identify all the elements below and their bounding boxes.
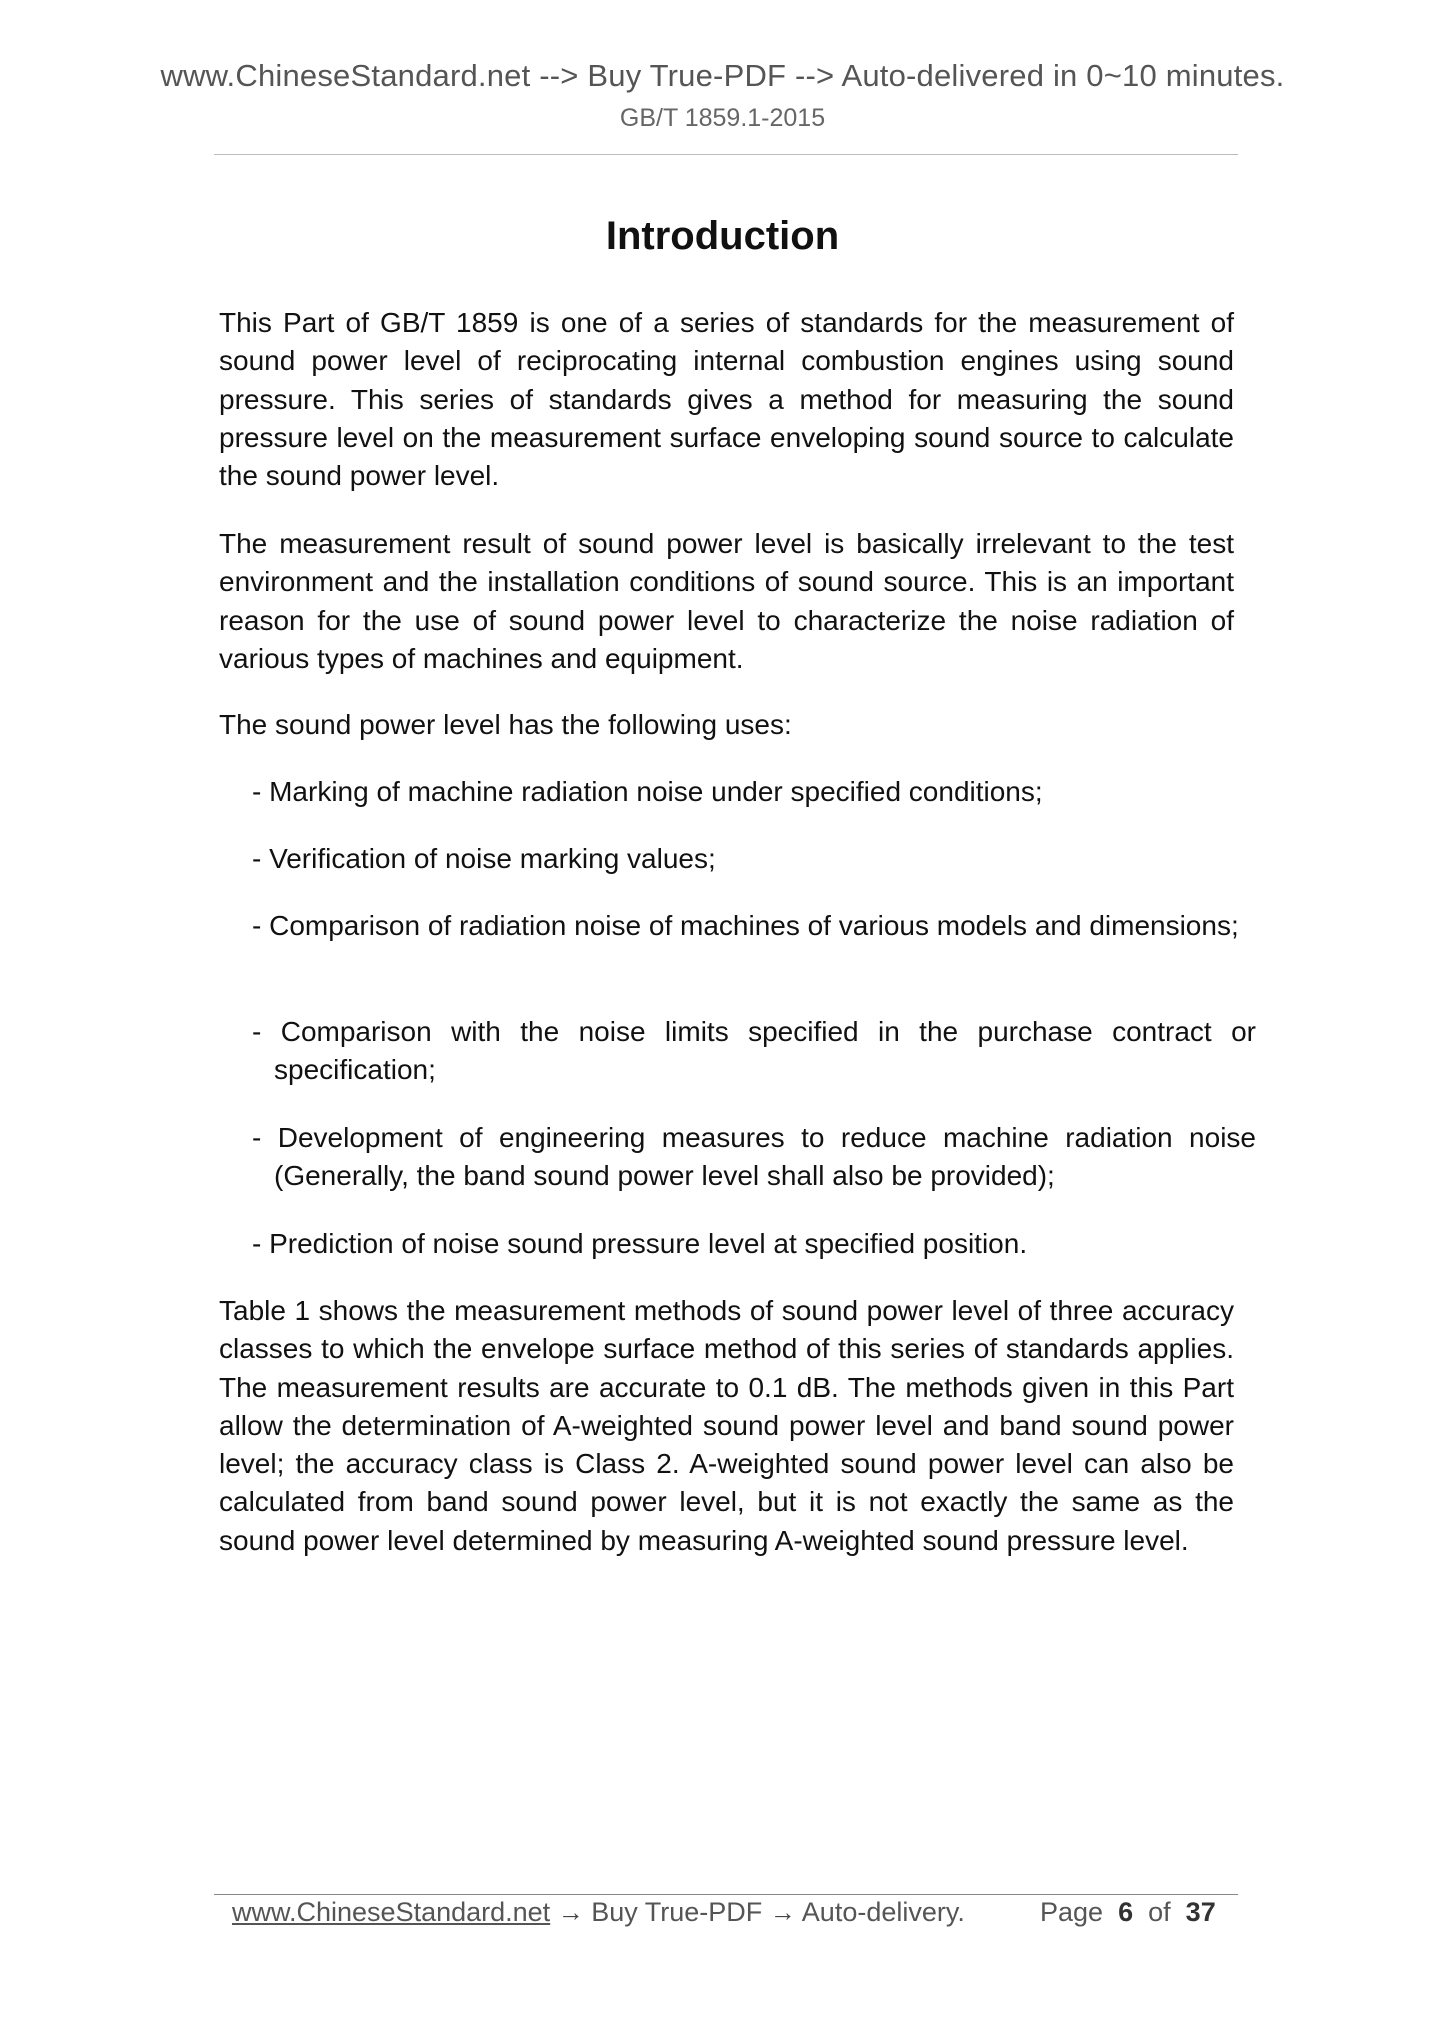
list-item: - Comparison of radiation noise of machines of various models and dimensions; [252, 910, 1239, 941]
page-footer [232, 1897, 1232, 1937]
footer-promo [232, 1897, 965, 1928]
list-item: - Development of engineering measures to reduce machine radiation noise (Generally, the band sound power level shall also be provided); [252, 1122, 1256, 1192]
list-item: - Marking of machine radiation noise under specified conditions; [252, 776, 1043, 807]
right-arrow-icon: → [557, 1897, 584, 1927]
page-title: Introduction [605, 214, 840, 258]
table-1-paragraph: Table 1 shows the measurement methods of sound power level of three accuracy classes to which the envelope surface method of this series of standards applies. The measurement results are accurate to 0.1 dB. The methods given in this Part allow the determination of A-weighted sound power level and band sound power level; the accuracy class is Class 2. A-weighted sound power level can also be calculated from band sound power level, but it is not exactly the same as the sound power level determined by measuring A-weighted sound pressure level. [219, 1295, 1234, 1556]
footer-delivery-text: Auto-delivery. [801, 1897, 965, 1927]
intro-paragraph-1: This Part of GB/T 1859 is one of a series of standards for the measurement of sound power level of reciprocating internal combustion engines using sound pressure. This series of standards gives a method for measuring the sound pressure level on the measurement surface enveloping sound source to calculate the sound power level. [219, 307, 1234, 492]
footer-site-link[interactable]: www.ChineseStandard.net [232, 1897, 551, 1927]
footer-divider [214, 1894, 1238, 1895]
header-divider [214, 154, 1238, 155]
list-item: - Prediction of noise sound pressure level at specified position. [252, 1228, 1028, 1259]
page-current: 6 [1118, 1897, 1134, 1927]
page-label: Page [1040, 1897, 1104, 1927]
uses-lead-in: The sound power level has the following uses: [219, 709, 792, 740]
standard-code: GB/T 1859.1-2015 [619, 104, 826, 132]
page-of-label: of [1148, 1897, 1171, 1927]
page-total: 37 [1185, 1897, 1216, 1927]
list-item: - Comparison with the noise limits specified in the purchase contract or specification; [252, 1016, 1256, 1086]
list-item: - Verification of noise marking values; [252, 843, 716, 874]
page-number [1040, 1897, 1216, 1928]
right-arrow-icon: → [769, 1897, 796, 1927]
footer-buy-text: Buy True-PDF [591, 1897, 763, 1927]
header-banner: www.ChineseStandard.net --> Buy True-PDF --> Auto-delivered in 0~10 minutes. [160, 58, 1285, 93]
intro-paragraph-2: The measurement result of sound power level is basically irrelevant to the test environment and the installation conditions of sound source. This is an important reason for the use of sound power level to characterize the noise radiation of various types of machines and equipment. [219, 528, 1234, 674]
